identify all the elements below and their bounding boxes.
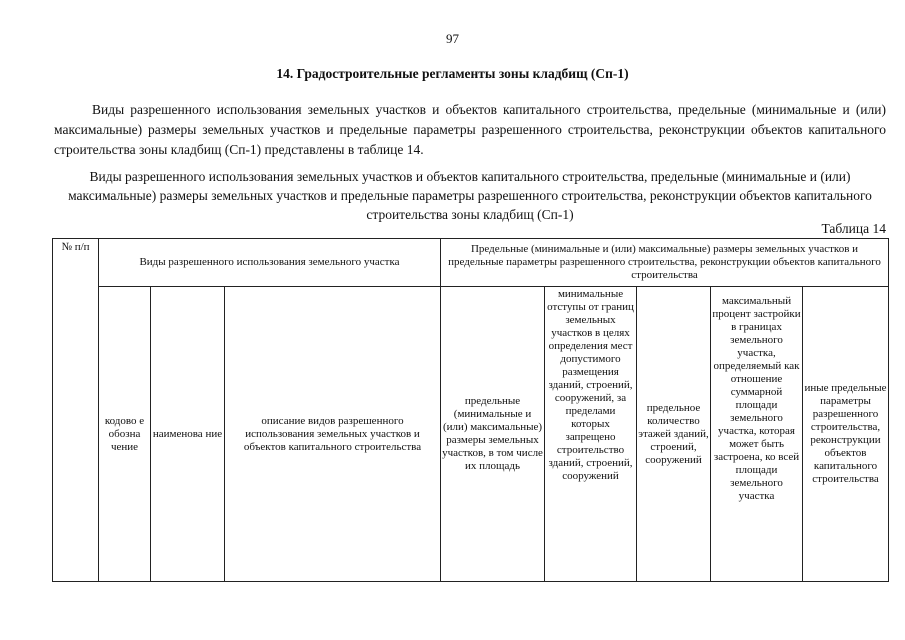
column-description: описание видов разрешенного использования земельных участков и объектов капитального строительства	[225, 287, 441, 582]
column-plot-size: предельные (минимальные и (или) максимальные) размеры земельных участков, в том числе их площадь	[441, 287, 545, 582]
column-setbacks: минимальные отступы от границ земельных участков в целях определения мест допустимого размещения зданий, строений, сооружений, за пределами которых запрещено строительство зданий, строений, сооружений	[545, 287, 637, 582]
regulations-table	[52, 238, 889, 582]
column-name: наименова ние	[151, 287, 225, 582]
table-caption: Виды разрешенного использования земельных участков и объектов капитального строительства, предельные (минимальные и (или) максимальные) размеры земельных участков и предельные параметры разрешенного строительства, реконструкции объектов капитального строительства зоны кладбищ (Сп-1)	[68, 169, 872, 222]
column-other-parameters: иные предельные параметры разрешенного строительства, реконструкции объектов капитального строительства	[803, 287, 889, 582]
column-code: кодово е обозна чение	[99, 287, 151, 582]
header-number: № п/п	[53, 239, 99, 582]
header-limit-parameters: Предельные (минимальные и (или) максимальные) размеры земельных участков и предельные параметры разрешенного строительства, реконструкции объектов капитального строительства	[441, 239, 889, 287]
section-heading: 14. Градостроительные регламенты зоны кладбищ (Сп-1)	[276, 66, 629, 81]
table-label: Таблица 14	[821, 221, 886, 236]
column-floors: предельное количество этажей зданий, строений, сооружений	[637, 287, 711, 582]
intro-paragraph: Виды разрешенного использования земельных участков и объектов капитального строительства, предельные (минимальные и (или) максимальные) размеры земельных участков и предельные параметры разрешенного строительства, реконструкции объектов капитального строительства зоны кладбищ (Сп-1) представлены в таблице 14.	[54, 102, 886, 157]
column-coverage: максимальный процент застройки в границах земельного участка, определяемый как отношение суммарной площади земельного участка, которая может быть застроена, ко всей площади земельного участка	[711, 287, 803, 582]
page-number: 97	[446, 31, 459, 46]
header-permitted-uses: Виды разрешенного использования земельного участка	[99, 239, 441, 287]
